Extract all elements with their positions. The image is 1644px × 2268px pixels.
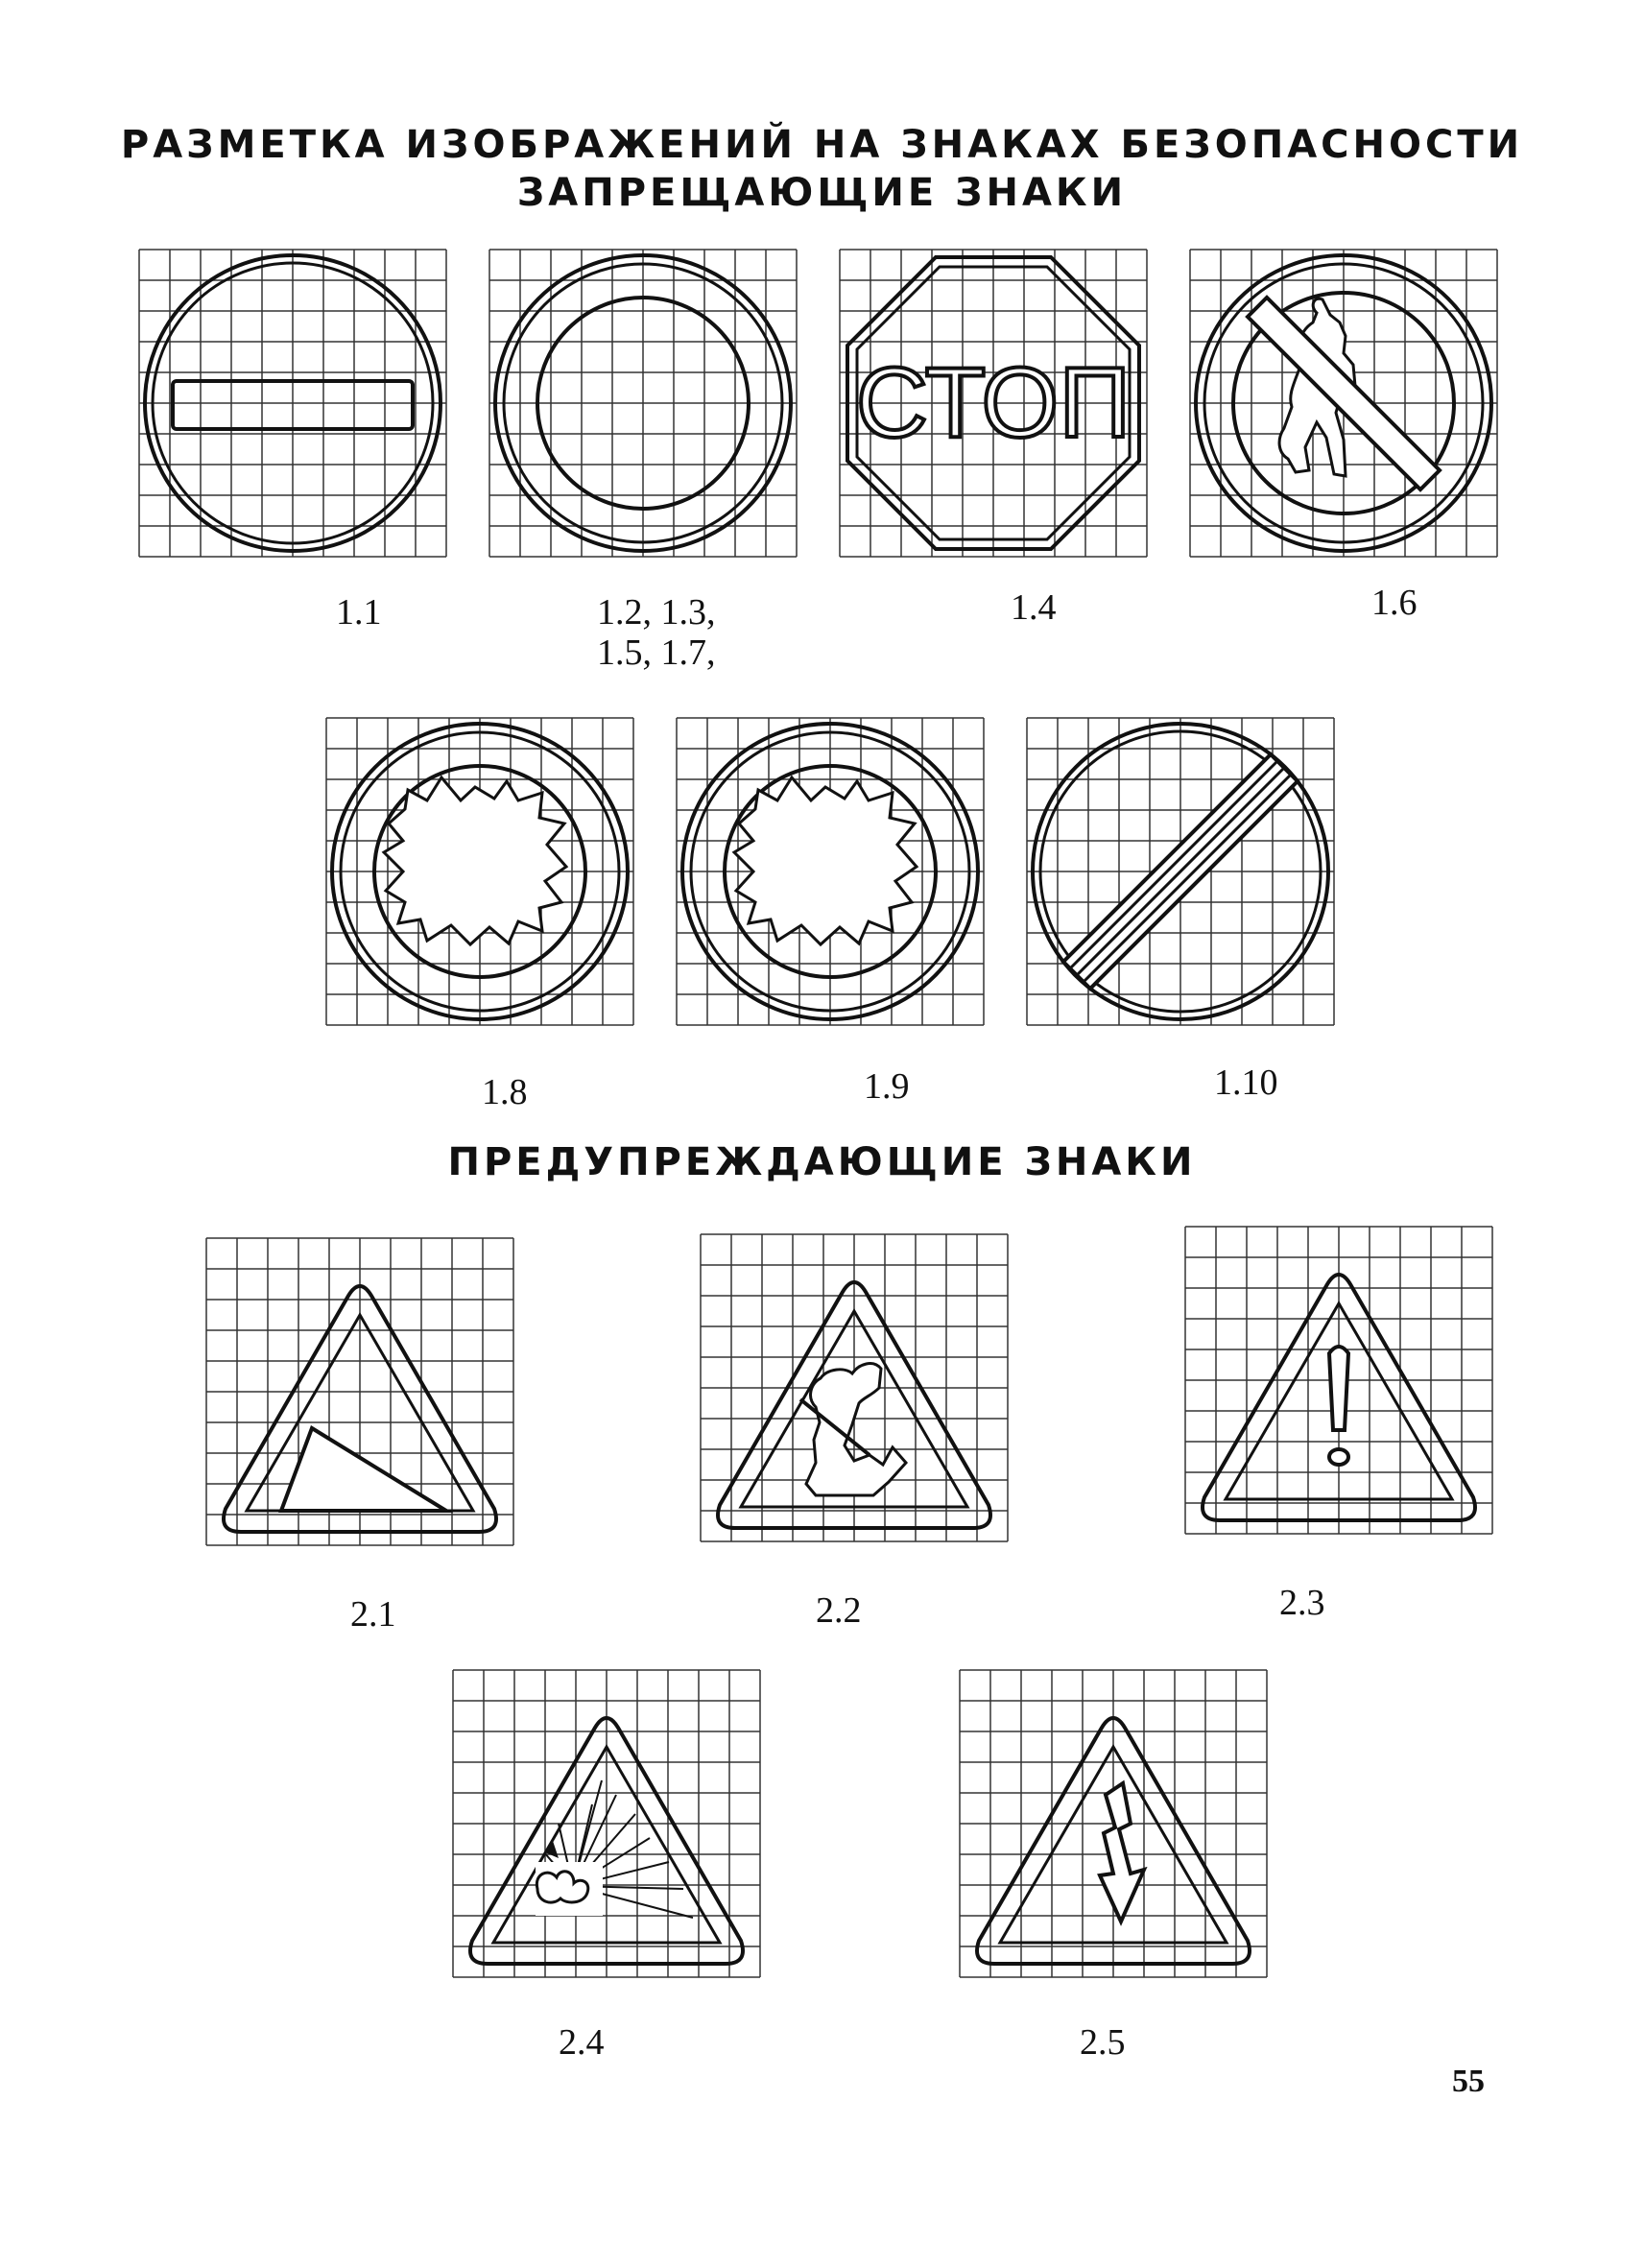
- sign-2-3-exclamation-triangle-icon: [1185, 1227, 1492, 1534]
- section-title-warning: ПРЕДУПРЕЖДАЮЩИЕ ЗНАКИ: [447, 1140, 1197, 1184]
- sign-label-2-5: 2.5: [1080, 2022, 1126, 2063]
- page-title-line1: РАЗМЕТКА ИЗОБРАЖЕНИЙ НА ЗНАКАХ БЕЗОПАСНОСТИ: [120, 123, 1524, 167]
- sign-label-1-4: 1.4: [1011, 587, 1057, 628]
- sign-2-4-triangle-explosion-icon: [453, 1670, 760, 1977]
- sign-1-1-no-entry-bar-icon: [139, 250, 446, 557]
- sign-label-1-2-line1: 1.2, 1.3,: [597, 592, 716, 633]
- sign-label-1-6: 1.6: [1371, 583, 1418, 623]
- stop-sign-text: СТОП: [855, 347, 1132, 459]
- sign-1-6-no-pedestrians-icon: [1190, 250, 1497, 557]
- sign-label-1-10: 1.10: [1214, 1062, 1278, 1103]
- sign-label-2-2: 2.2: [816, 1590, 862, 1631]
- sign-label-1-2-line2: 1.5, 1.7,: [597, 633, 716, 673]
- sign-1-10-end-of-prohibition-icon: [1027, 718, 1334, 1025]
- sign-1-2-empty-prohibition-ring-icon: [489, 250, 797, 557]
- sign-label-2-1: 2.1: [350, 1594, 396, 1635]
- sign-label-2-4: 2.4: [559, 2022, 605, 2063]
- sign-label-1-1: 1.1: [336, 592, 382, 633]
- page-title-line2: ЗАПРЕЩАЮЩИЕ ЗНАКИ: [516, 171, 1128, 215]
- sign-1-4-stop-octagon-icon: [840, 250, 1147, 557]
- sign-label-1-9: 1.9: [864, 1066, 910, 1107]
- sign-2-1-triangle-wedge-icon: [206, 1238, 513, 1545]
- sign-2-5-high-voltage-icon: [960, 1670, 1267, 1977]
- sign-label-2-3: 2.3: [1279, 1583, 1325, 1623]
- sign-1-9-burst-prohibition-icon: [677, 718, 984, 1025]
- sign-2-2-triangle-figure-icon: [701, 1234, 1008, 1541]
- page-number: 55: [1452, 2064, 1485, 2099]
- sign-1-8-burst-prohibition-icon: [326, 718, 633, 1025]
- sign-label-1-8: 1.8: [482, 1072, 528, 1112]
